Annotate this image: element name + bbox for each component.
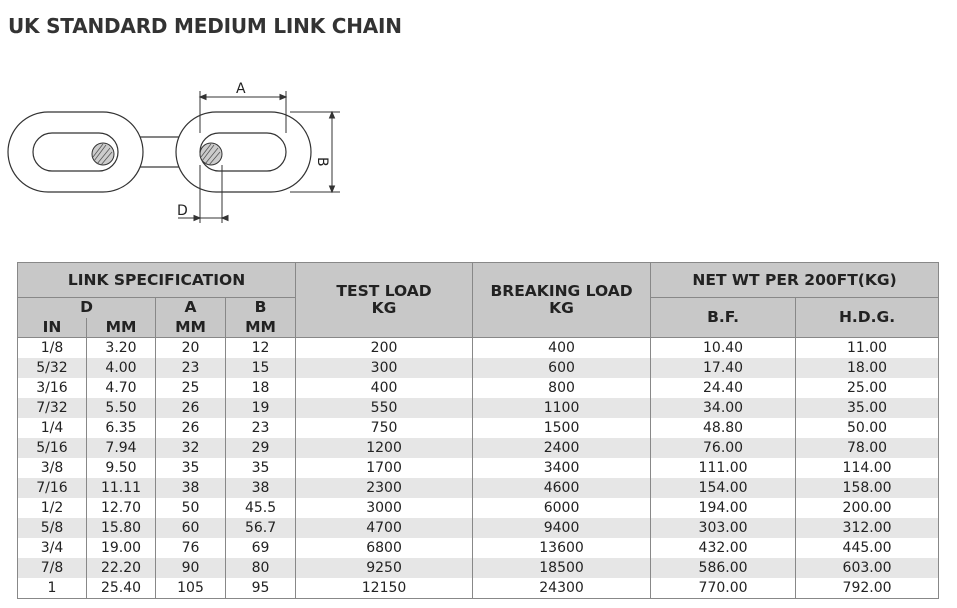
cell-breaking-load: 3400 — [473, 458, 651, 478]
cell-weight-bf: 17.40 — [651, 358, 796, 378]
header-a-mm: MM — [156, 318, 226, 338]
header-breaking-load-unit: KG — [549, 299, 574, 317]
cell-a-mm: 38 — [156, 478, 226, 498]
cell-weight-bf: 34.00 — [651, 398, 796, 418]
page-title: UK STANDARD MEDIUM LINK CHAIN — [8, 14, 402, 38]
cell-weight-hdg: 792.00 — [796, 578, 939, 599]
cell-size-in: 5/32 — [18, 358, 87, 378]
cell-weight-hdg: 78.00 — [796, 438, 939, 458]
cell-b-mm: 23 — [226, 418, 296, 438]
cell-b-mm: 80 — [226, 558, 296, 578]
table-row — [18, 558, 939, 578]
cell-test-load: 2300 — [296, 478, 473, 498]
cell-test-load: 200 — [296, 338, 473, 359]
cell-a-mm: 35 — [156, 458, 226, 478]
cell-breaking-load: 9400 — [473, 518, 651, 538]
cell-test-load: 3000 — [296, 498, 473, 518]
cell-breaking-load: 18500 — [473, 558, 651, 578]
header-d-mm: MM — [87, 318, 156, 338]
cell-weight-hdg: 445.00 — [796, 538, 939, 558]
cell-breaking-load: 4600 — [473, 478, 651, 498]
cell-size-in: 3/4 — [18, 538, 87, 558]
cell-size-in: 7/16 — [18, 478, 87, 498]
cell-size-in: 5/8 — [18, 518, 87, 538]
cell-weight-hdg: 200.00 — [796, 498, 939, 518]
cell-breaking-load: 1100 — [473, 398, 651, 418]
cell-d-mm: 15.80 — [87, 518, 156, 538]
cell-test-load: 550 — [296, 398, 473, 418]
cell-test-load: 9250 — [296, 558, 473, 578]
header-b: B — [226, 298, 296, 318]
cell-test-load: 300 — [296, 358, 473, 378]
table-body — [18, 338, 939, 599]
cell-size-in: 7/8 — [18, 558, 87, 578]
header-net-weight: NET WT PER 200FT(KG) — [651, 263, 939, 298]
cell-test-load: 4700 — [296, 518, 473, 538]
cell-weight-bf: 194.00 — [651, 498, 796, 518]
cell-test-load: 1200 — [296, 438, 473, 458]
chain-link-diagram — [0, 75, 360, 235]
cell-weight-bf: 10.40 — [651, 338, 796, 359]
cell-weight-bf: 432.00 — [651, 538, 796, 558]
right-link — [176, 112, 311, 192]
cell-test-load: 1700 — [296, 458, 473, 478]
cell-weight-hdg: 35.00 — [796, 398, 939, 418]
cell-b-mm: 12 — [226, 338, 296, 359]
table-row — [18, 498, 939, 518]
cell-b-mm: 18 — [226, 378, 296, 398]
cell-b-mm: 95 — [226, 578, 296, 599]
header-hdg: H.D.G. — [796, 298, 939, 338]
cell-a-mm: 50 — [156, 498, 226, 518]
table-row — [18, 578, 939, 599]
table-row — [18, 458, 939, 478]
cell-a-mm: 20 — [156, 338, 226, 359]
header-d-in: IN — [18, 318, 87, 338]
cell-d-mm: 25.40 — [87, 578, 156, 599]
cell-a-mm: 32 — [156, 438, 226, 458]
cell-breaking-load: 400 — [473, 338, 651, 359]
cell-size-in: 1/8 — [18, 338, 87, 359]
left-link — [8, 112, 143, 192]
cell-a-mm: 76 — [156, 538, 226, 558]
header-d: D — [18, 298, 156, 318]
cell-weight-bf: 586.00 — [651, 558, 796, 578]
cell-a-mm: 60 — [156, 518, 226, 538]
cell-breaking-load: 1500 — [473, 418, 651, 438]
cell-d-mm: 3.20 — [87, 338, 156, 359]
table-row — [18, 338, 939, 359]
cell-size-in: 1/2 — [18, 498, 87, 518]
specification-table — [17, 262, 939, 599]
table-row — [18, 518, 939, 538]
table-row — [18, 478, 939, 498]
header-a: A — [156, 298, 226, 318]
cell-a-mm: 26 — [156, 418, 226, 438]
cell-b-mm: 35 — [226, 458, 296, 478]
cell-d-mm: 9.50 — [87, 458, 156, 478]
cell-a-mm: 105 — [156, 578, 226, 599]
cell-weight-hdg: 11.00 — [796, 338, 939, 359]
cell-weight-hdg: 158.00 — [796, 478, 939, 498]
header-test-load-label: TEST LOAD — [336, 282, 432, 300]
table-row — [18, 418, 939, 438]
cell-size-in: 7/32 — [18, 398, 87, 418]
cell-weight-bf: 76.00 — [651, 438, 796, 458]
header-b-mm: MM — [226, 318, 296, 338]
cell-weight-hdg: 603.00 — [796, 558, 939, 578]
header-link-specification: LINK SPECIFICATION — [18, 263, 296, 298]
cell-breaking-load: 13600 — [473, 538, 651, 558]
cell-test-load: 750 — [296, 418, 473, 438]
cell-test-load: 12150 — [296, 578, 473, 599]
cell-weight-bf: 770.00 — [651, 578, 796, 599]
cell-b-mm: 69 — [226, 538, 296, 558]
dimension-d-label: D — [177, 203, 188, 219]
cell-breaking-load: 6000 — [473, 498, 651, 518]
header-breaking-load — [473, 263, 651, 338]
header-bf: B.F. — [651, 298, 796, 338]
cell-weight-hdg: 312.00 — [796, 518, 939, 538]
cell-breaking-load: 24300 — [473, 578, 651, 599]
header-test-load-unit: KG — [371, 299, 397, 317]
cell-b-mm: 45.5 — [226, 498, 296, 518]
cell-d-mm: 11.11 — [87, 478, 156, 498]
cell-size-in: 3/8 — [18, 458, 87, 478]
cell-b-mm: 38 — [226, 478, 296, 498]
cell-weight-bf: 48.80 — [651, 418, 796, 438]
cell-d-mm: 5.50 — [87, 398, 156, 418]
cell-d-mm: 4.00 — [87, 358, 156, 378]
cell-weight-hdg: 50.00 — [796, 418, 939, 438]
cell-weight-hdg: 25.00 — [796, 378, 939, 398]
cell-breaking-load: 600 — [473, 358, 651, 378]
dimension-b-label: B — [314, 157, 330, 167]
cell-a-mm: 23 — [156, 358, 226, 378]
dimension-a-label: A — [236, 81, 246, 97]
cell-breaking-load: 2400 — [473, 438, 651, 458]
cell-weight-hdg: 114.00 — [796, 458, 939, 478]
cell-d-mm: 19.00 — [87, 538, 156, 558]
cell-d-mm: 12.70 — [87, 498, 156, 518]
cell-size-in: 1 — [18, 578, 87, 599]
cell-weight-bf: 24.40 — [651, 378, 796, 398]
table-row — [18, 438, 939, 458]
cell-size-in: 5/16 — [18, 438, 87, 458]
header-test-load — [296, 263, 473, 338]
cell-weight-hdg: 18.00 — [796, 358, 939, 378]
table-row — [18, 538, 939, 558]
cell-a-mm: 26 — [156, 398, 226, 418]
cell-d-mm: 22.20 — [87, 558, 156, 578]
cell-test-load: 6800 — [296, 538, 473, 558]
cell-size-in: 3/16 — [18, 378, 87, 398]
cell-weight-bf: 303.00 — [651, 518, 796, 538]
cell-weight-bf: 111.00 — [651, 458, 796, 478]
cell-d-mm: 6.35 — [87, 418, 156, 438]
cell-size-in: 1/4 — [18, 418, 87, 438]
cell-b-mm: 56.7 — [226, 518, 296, 538]
cell-b-mm: 29 — [226, 438, 296, 458]
cell-d-mm: 4.70 — [87, 378, 156, 398]
cell-a-mm: 90 — [156, 558, 226, 578]
cell-b-mm: 19 — [226, 398, 296, 418]
cell-weight-bf: 154.00 — [651, 478, 796, 498]
cell-breaking-load: 800 — [473, 378, 651, 398]
table-row — [18, 358, 939, 378]
header-breaking-load-label: BREAKING LOAD — [490, 282, 633, 300]
table-row — [18, 398, 939, 418]
cell-test-load: 400 — [296, 378, 473, 398]
cell-a-mm: 25 — [156, 378, 226, 398]
cell-b-mm: 15 — [226, 358, 296, 378]
table-row — [18, 378, 939, 398]
cell-d-mm: 7.94 — [87, 438, 156, 458]
